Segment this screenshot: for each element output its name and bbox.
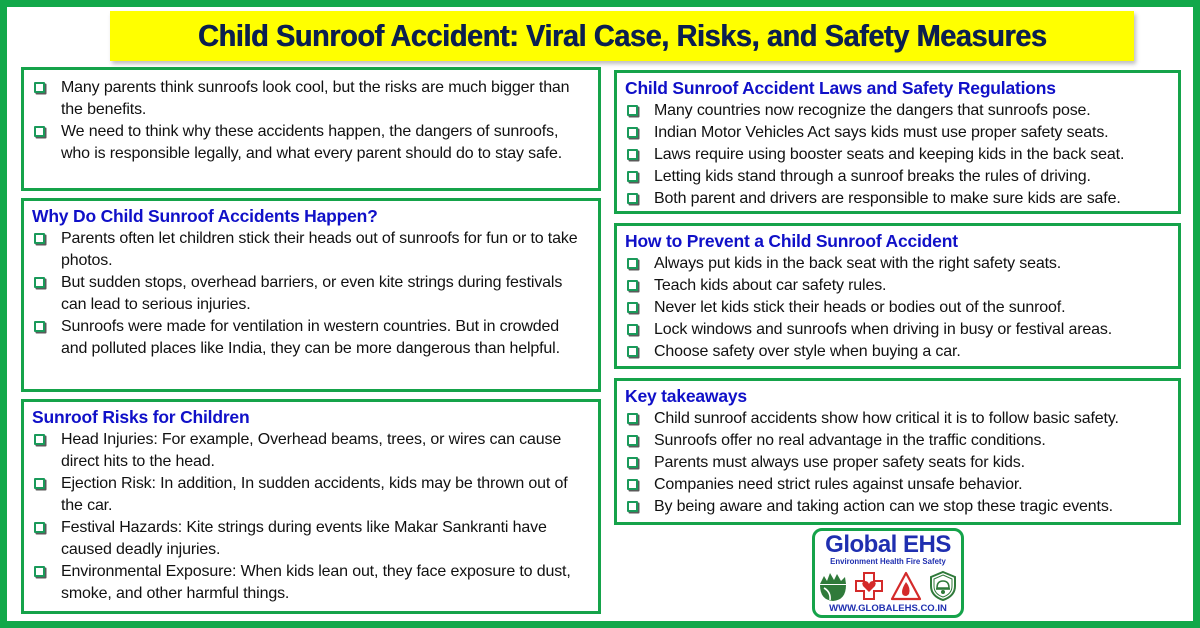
- checkbox-bullet-icon: [627, 479, 638, 490]
- risks-list: [32, 429, 588, 605]
- environment-icon: [818, 570, 848, 602]
- checkbox-bullet-icon: [627, 127, 638, 138]
- section-sunroof-risks: [21, 399, 601, 614]
- list-item: Teach kids about car safety rules.: [625, 275, 1168, 297]
- title-banner: [110, 11, 1134, 61]
- health-icon: [854, 570, 884, 602]
- section-heading: Sunroof Risks for Children: [32, 407, 250, 427]
- list-item: Lock windows and sunroofs when driving in busy or festival areas.: [625, 319, 1168, 341]
- list-item: Choose safety over style when buying a car.: [625, 341, 1168, 363]
- checkbox-bullet-icon: [34, 522, 45, 533]
- list-item: Environmental Exposure: When kids lean out, they face exposure to dust, smoke, and other harmful things.: [32, 561, 588, 605]
- section-prevention: [614, 223, 1181, 369]
- checkbox-bullet-icon: [34, 478, 45, 489]
- checkbox-bullet-icon: [34, 321, 45, 332]
- section-laws-regulations: [614, 70, 1181, 214]
- prevent-list: [625, 253, 1168, 363]
- section-heading: Child Sunroof Accident Laws and Safety Regulations: [625, 78, 1056, 98]
- logo-url: WWW.GLOBALEHS.CO.IN: [829, 603, 947, 614]
- checkbox-bullet-icon: [627, 413, 638, 424]
- checkbox-bullet-icon: [627, 149, 638, 160]
- list-item: But sudden stops, overhead barriers, or even kite strings during festivals can lead to serious injuries.: [32, 272, 588, 316]
- why-list: [32, 228, 588, 360]
- checkbox-bullet-icon: [34, 277, 45, 288]
- checkbox-bullet-icon: [34, 566, 45, 577]
- checkbox-bullet-icon: [627, 346, 638, 357]
- checkbox-bullet-icon: [627, 324, 638, 335]
- section-heading: How to Prevent a Child Sunroof Accident: [625, 231, 958, 251]
- list-item: Child sunroof accidents show how critical it is to follow basic safety.: [625, 408, 1168, 430]
- list-item: Many countries now recognize the dangers that sunroofs pose.: [625, 100, 1168, 122]
- list-item: Sunroofs were made for ventilation in western countries. But in crowded and polluted places like India, they can be more dangerous than helpful.: [32, 316, 588, 360]
- list-item: Both parent and drivers are responsible to make sure kids are safe.: [625, 188, 1168, 210]
- checkbox-bullet-icon: [627, 193, 638, 204]
- checkbox-bullet-icon: [34, 233, 45, 244]
- list-item: Ejection Risk: In addition, In sudden accidents, kids may be thrown out of the car.: [32, 473, 588, 517]
- list-item: By being aware and taking action can we stop these tragic events.: [625, 496, 1168, 518]
- list-item: Never let kids stick their heads or bodies out of the sunroof.: [625, 297, 1168, 319]
- checkbox-bullet-icon: [627, 280, 638, 291]
- section-why-accidents-happen: [21, 198, 601, 392]
- intro-list: [32, 77, 588, 165]
- takeaways-list: [625, 408, 1168, 518]
- list-item: Companies need strict rules against unsafe behavior.: [625, 474, 1168, 496]
- list-item: We need to think why these accidents happen, the dangers of sunroofs, who is responsible legally, and what every parent should do to stay safe.: [32, 121, 588, 165]
- checkbox-bullet-icon: [627, 105, 638, 116]
- section-heading: Key takeaways: [625, 386, 747, 406]
- list-item: Many parents think sunroofs look cool, but the risks are much bigger than the benefits.: [32, 77, 588, 121]
- checkbox-bullet-icon: [627, 457, 638, 468]
- checkbox-bullet-icon: [34, 434, 45, 445]
- safety-shield-icon: [928, 570, 958, 602]
- list-item: Always put kids in the back seat with the right safety seats.: [625, 253, 1168, 275]
- checkbox-bullet-icon: [627, 501, 638, 512]
- list-item: Laws require using booster seats and keeping kids in the back seat.: [625, 144, 1168, 166]
- section-heading: Why Do Child Sunroof Accidents Happen?: [32, 206, 378, 226]
- list-item: Festival Hazards: Kite strings during events like Makar Sankranti have caused deadly injuries.: [32, 517, 588, 561]
- checkbox-bullet-icon: [34, 82, 45, 93]
- logo-icons: [818, 569, 958, 602]
- page-title: Child Sunroof Accident: Viral Case, Risks, and Safety Measures: [197, 18, 1047, 53]
- list-item: Parents often let children stick their heads out of sunroofs for fun or to take photos.: [32, 228, 588, 272]
- section-key-takeaways: [614, 378, 1181, 525]
- list-item: Head Injuries: For example, Overhead beams, trees, or wires can cause direct hits to the head.: [32, 429, 588, 473]
- checkbox-bullet-icon: [627, 171, 638, 182]
- global-ehs-logo: [812, 528, 964, 618]
- logo-name: Global EHS: [825, 531, 951, 558]
- checkbox-bullet-icon: [34, 126, 45, 137]
- list-item: Indian Motor Vehicles Act says kids must use proper safety seats.: [625, 122, 1168, 144]
- fire-icon: [890, 570, 922, 602]
- list-item: Parents must always use proper safety seats for kids.: [625, 452, 1168, 474]
- checkbox-bullet-icon: [627, 435, 638, 446]
- logo-tagline: Environment Health Fire Safety: [830, 557, 946, 566]
- section-intro: [21, 67, 601, 191]
- laws-list: [625, 100, 1168, 210]
- checkbox-bullet-icon: [627, 302, 638, 313]
- list-item: Sunroofs offer no real advantage in the traffic conditions.: [625, 430, 1168, 452]
- checkbox-bullet-icon: [627, 258, 638, 269]
- list-item: Letting kids stand through a sunroof breaks the rules of driving.: [625, 166, 1168, 188]
